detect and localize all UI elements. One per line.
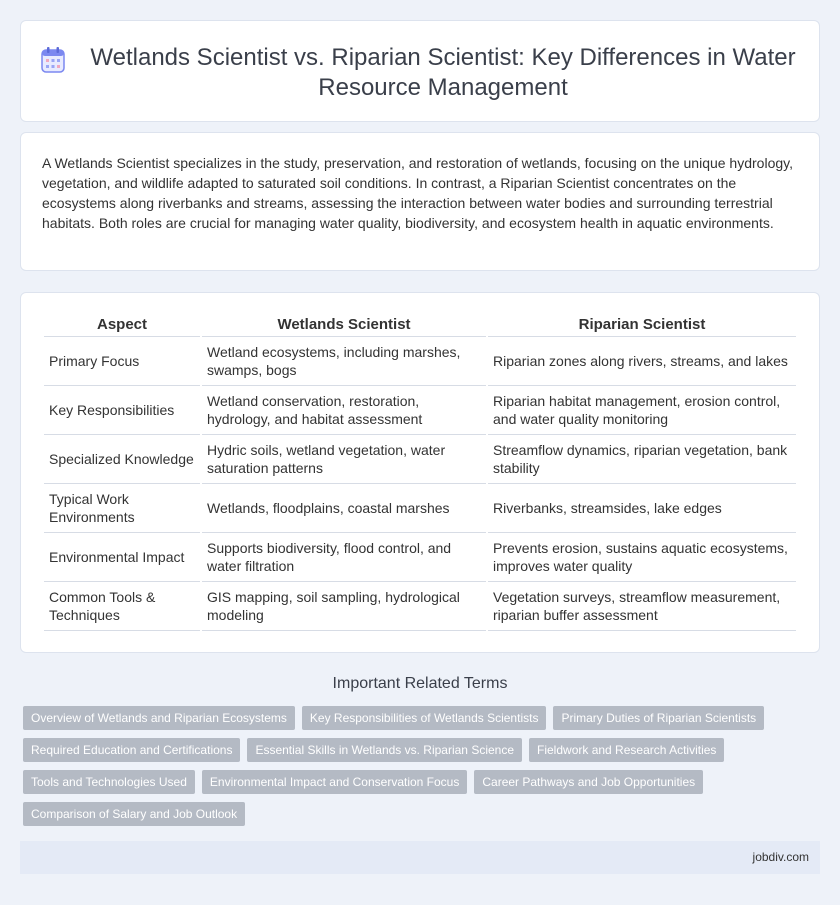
table-row [44,582,796,631]
riparian-cell: Vegetation surveys, streamflow measurement, riparian buffer assessment [488,582,796,631]
riparian-cell: Riverbanks, streamsides, lake edges [488,484,796,533]
related-terms-list [23,706,813,834]
related-term-tag[interactable]: Essential Skills in Wetlands vs. Riparian Science [247,738,522,762]
related-term-tag[interactable]: Tools and Technologies Used [23,770,195,794]
wetlands-cell: Wetland conservation, restoration, hydrology, and habitat assessment [202,386,486,435]
wetlands-cell: Wetland ecosystems, including marshes, swamps, bogs [202,337,486,386]
footer [20,841,820,874]
riparian-cell: Riparian zones along rivers, streams, and lakes [488,337,796,386]
page-title: Wetlands Scientist vs. Riparian Scientist: Key Differences in Water Resource Management [90,44,796,101]
riparian-cell: Riparian habitat management, erosion control, and water quality monitoring [488,386,796,435]
related-term-tag[interactable]: Key Responsibilities of Wetlands Scientists [302,706,547,730]
comparison-card [20,292,820,653]
table-header-row [44,315,796,337]
aspect-cell: Specialized Knowledge [44,435,200,484]
wetlands-cell: Hydric soils, wetland vegetation, water saturation patterns [202,435,486,484]
header-card [20,20,820,122]
aspect-cell: Key Responsibilities [44,386,200,435]
related-term-tag[interactable]: Primary Duties of Riparian Scientists [553,706,764,730]
aspect-cell: Primary Focus [44,337,200,386]
riparian-cell: Streamflow dynamics, riparian vegetation, bank stability [488,435,796,484]
table-row [44,484,796,533]
wetlands-cell: Wetlands, floodplains, coastal marshes [202,484,486,533]
related-term-tag[interactable]: Career Pathways and Job Opportunities [474,770,703,794]
footer-site-link[interactable]: jobdiv.com [752,850,809,864]
related-term-tag[interactable]: Environmental Impact and Conservation Focus [202,770,467,794]
comparison-table [42,315,798,631]
wetlands-cell: Supports biodiversity, flood control, and water filtration [202,533,486,582]
column-header-aspect: Aspect [44,315,200,337]
aspect-cell: Environmental Impact [44,533,200,582]
table-row [44,435,796,484]
calendar-icon [41,47,65,73]
related-term-tag[interactable]: Required Education and Certifications [23,738,240,762]
table-row [44,533,796,582]
aspect-cell: Typical Work Environments [44,484,200,533]
intro-card [20,132,820,271]
column-header-wetlands: Wetlands Scientist [202,315,486,337]
related-term-tag[interactable]: Overview of Wetlands and Riparian Ecosystems [23,706,295,730]
riparian-cell: Prevents erosion, sustains aquatic ecosystems, improves water quality [488,533,796,582]
aspect-cell: Common Tools & Techniques [44,582,200,631]
table-row [44,337,796,386]
intro-paragraph: A Wetlands Scientist specializes in the study, preservation, and restoration of wetlands, focusing on the unique hydrology, vegetation, and wildlife adapted to saturated soil conditions. In contrast, a Riparian Scientist concentrates on the ecosystems along riverbanks and streams, assessing the interaction between water bodies and surrounding terrestrial habitats. Both roles are crucial for managing water quality, biodiversity, and ecosystem health in aquatic environments. [42,155,793,231]
related-term-tag[interactable]: Fieldwork and Research Activities [529,738,724,762]
table-row [44,386,796,435]
wetlands-cell: GIS mapping, soil sampling, hydrological modeling [202,582,486,631]
related-term-tag[interactable]: Comparison of Salary and Job Outlook [23,802,245,826]
column-header-riparian: Riparian Scientist [488,315,796,337]
related-terms-heading: Important Related Terms [332,675,508,692]
